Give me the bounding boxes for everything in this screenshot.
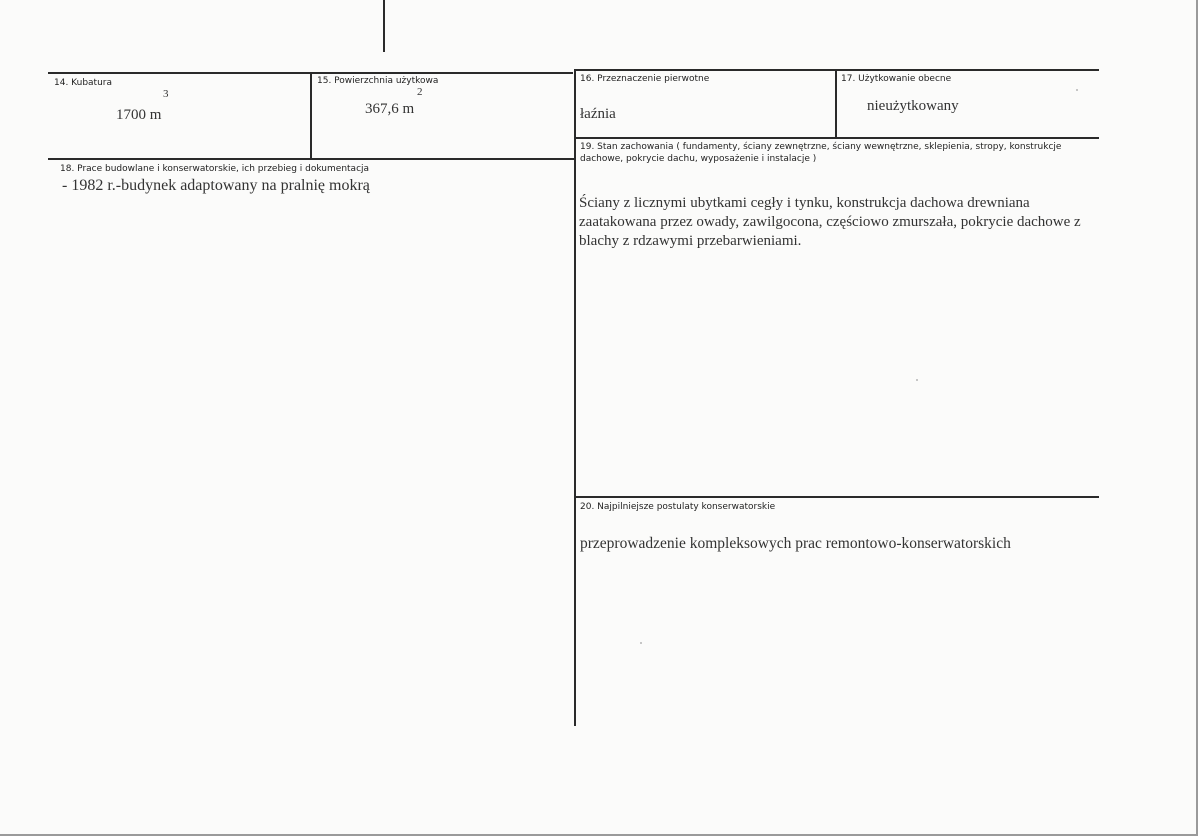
- field19-top-line: [575, 137, 1099, 139]
- paper-speck: [640, 642, 642, 644]
- field14-superscript: 3: [163, 88, 169, 100]
- field17-label: 17. Użytkowanie obecne: [841, 74, 952, 84]
- field16-label: 16. Przeznaczenie pierwotne: [580, 74, 710, 84]
- paper-speck: [1076, 89, 1078, 91]
- field15-label: 15. Powierzchnia użytkowa: [317, 76, 439, 86]
- field18-value: - 1982 r.-budynek adaptowany na pralnię mokrą: [62, 177, 370, 194]
- field16-17-divider: [835, 69, 837, 139]
- field15-value: 367,6 m: [365, 101, 415, 117]
- top-divider-line: [383, 0, 385, 52]
- field16-value: łaźnia: [580, 106, 616, 122]
- field19-label: 19. Stan zachowania ( fundamenty, ściany zewnętrzne, ściany wewnętrzne, sklepienia, stropy, konstrukcje dachowe, pokrycie dachu, wyposażenie i instalacje ): [580, 142, 1062, 164]
- main-vertical-divider: [574, 69, 576, 726]
- field20-value: przeprowadzenie kompleksowych prac remontowo-konserwatorskich: [580, 535, 1011, 552]
- field15-superscript: 2: [417, 86, 423, 98]
- field17-value: nieużytkowany: [867, 98, 959, 114]
- paper-speck: [916, 379, 918, 381]
- field14-value: 1700 m: [116, 107, 162, 123]
- field20-top-line: [575, 496, 1099, 498]
- field19-value: Ściany z licznymi ubytkami cegły i tynku, konstrukcja dachowa drewniana zaatakowana przez owady, zawilgocona, częściowo zmurszała, pokrycie dachowe z blachy z rdzawymi przebarwieniami.: [579, 195, 1081, 249]
- field14-15-divider: [310, 72, 312, 160]
- field20-label: 20. Najpilniejsze postulaty konserwatorskie: [580, 502, 776, 512]
- field14-label: 14. Kubatura: [54, 78, 113, 88]
- row1-top-line-right: [575, 69, 1099, 71]
- field18-top-line: [48, 158, 574, 160]
- field18-label: 18. Prace budowlane i konserwatorskie, ich przebieg i dokumentacja: [60, 164, 370, 174]
